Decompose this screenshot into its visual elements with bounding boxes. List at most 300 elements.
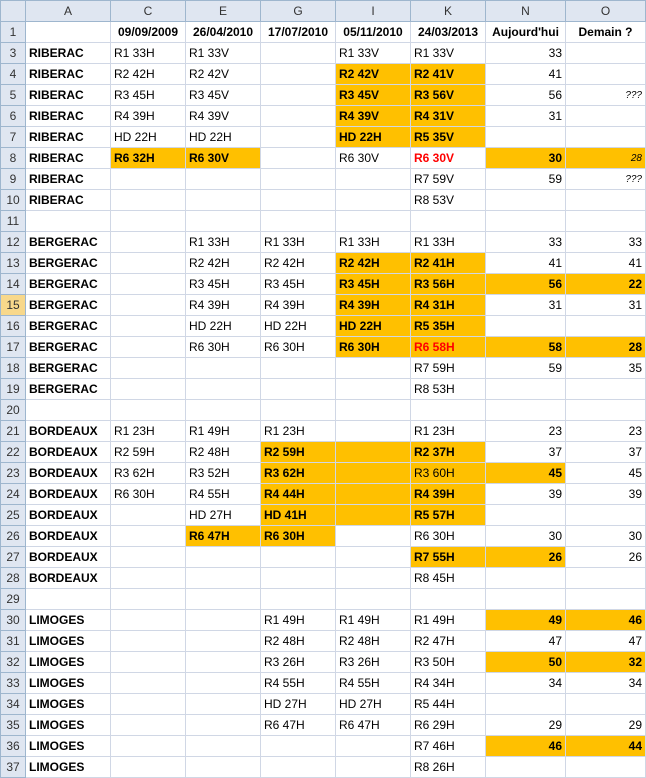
sheet-cell[interactable] bbox=[566, 64, 646, 85]
sheet-cell[interactable]: R3 62H bbox=[261, 463, 336, 484]
sheet-cell[interactable]: R2 42V bbox=[336, 64, 411, 85]
sheet-cell[interactable]: R8 53V bbox=[411, 190, 486, 211]
sheet-cell[interactable] bbox=[486, 316, 566, 337]
sheet-cell[interactable] bbox=[336, 736, 411, 757]
sheet-cell[interactable]: R8 45H bbox=[411, 568, 486, 589]
sheet-cell[interactable]: R4 44H bbox=[261, 484, 336, 505]
sheet-cell[interactable]: 45 bbox=[486, 463, 566, 484]
column-header-I[interactable]: I bbox=[336, 1, 411, 22]
sheet-cell[interactable]: R4 39V bbox=[186, 106, 261, 127]
sheet-cell[interactable]: R2 42H bbox=[261, 253, 336, 274]
date-header-cell[interactable]: Aujourd'hui bbox=[486, 22, 566, 43]
sheet-cell[interactable]: R4 55H bbox=[336, 673, 411, 694]
row-header[interactable]: 22 bbox=[1, 442, 26, 463]
sheet-cell[interactable]: R1 23H bbox=[411, 421, 486, 442]
sheet-cell[interactable]: R4 39H bbox=[411, 484, 486, 505]
sheet-cell[interactable]: R2 42H bbox=[336, 253, 411, 274]
sheet-cell[interactable]: 30 bbox=[486, 148, 566, 169]
sheet-cell[interactable]: R3 62H bbox=[111, 463, 186, 484]
sheet-cell[interactable] bbox=[186, 379, 261, 400]
sheet-cell[interactable]: R5 35H bbox=[411, 316, 486, 337]
sheet-cell[interactable] bbox=[336, 379, 411, 400]
sheet-cell[interactable]: R4 31V bbox=[411, 106, 486, 127]
sheet-cell[interactable] bbox=[336, 442, 411, 463]
sheet-cell[interactable]: R3 45H bbox=[261, 274, 336, 295]
sheet-cell[interactable]: R1 33V bbox=[336, 43, 411, 64]
sheet-cell[interactable]: R6 30V bbox=[336, 148, 411, 169]
sheet-cell[interactable] bbox=[111, 715, 186, 736]
city-cell[interactable]: BORDEAUX bbox=[26, 526, 111, 547]
row-header[interactable]: 6 bbox=[1, 106, 26, 127]
sheet-cell[interactable] bbox=[111, 400, 186, 421]
sheet-cell[interactable]: 37 bbox=[566, 442, 646, 463]
date-header-cell[interactable]: 26/04/2010 bbox=[186, 22, 261, 43]
city-cell[interactable]: RIBERAC bbox=[26, 85, 111, 106]
sheet-cell[interactable]: 30 bbox=[486, 526, 566, 547]
sheet-cell[interactable]: R4 31H bbox=[411, 295, 486, 316]
sheet-cell[interactable]: R3 56V bbox=[411, 85, 486, 106]
sheet-cell[interactable]: 46 bbox=[566, 610, 646, 631]
sheet-cell[interactable] bbox=[566, 316, 646, 337]
sheet-cell[interactable] bbox=[566, 568, 646, 589]
sheet-cell[interactable]: 34 bbox=[486, 673, 566, 694]
sheet-cell[interactable]: ??? bbox=[566, 169, 646, 190]
sheet-cell[interactable]: 59 bbox=[486, 169, 566, 190]
sheet-cell[interactable]: R1 33H bbox=[111, 43, 186, 64]
sheet-cell[interactable]: HD 22H bbox=[261, 316, 336, 337]
sheet-cell[interactable]: R6 30H bbox=[411, 526, 486, 547]
date-header-cell[interactable]: 24/03/2013 bbox=[411, 22, 486, 43]
sheet-cell[interactable] bbox=[261, 106, 336, 127]
date-header-cell[interactable]: Demain ? bbox=[566, 22, 646, 43]
sheet-cell[interactable]: R4 55H bbox=[186, 484, 261, 505]
sheet-cell[interactable]: R3 26H bbox=[261, 652, 336, 673]
sheet-cell[interactable] bbox=[261, 64, 336, 85]
sheet-cell[interactable]: ??? bbox=[566, 85, 646, 106]
sheet-cell[interactable] bbox=[336, 568, 411, 589]
sheet-cell[interactable]: 56 bbox=[486, 274, 566, 295]
sheet-cell[interactable] bbox=[186, 673, 261, 694]
row-header[interactable]: 15 bbox=[1, 295, 26, 316]
sheet-cell[interactable] bbox=[566, 379, 646, 400]
sheet-cell[interactable]: 28 bbox=[566, 148, 646, 169]
sheet-cell[interactable]: 31 bbox=[486, 295, 566, 316]
sheet-cell[interactable] bbox=[411, 589, 486, 610]
sheet-cell[interactable]: HD 22H bbox=[336, 316, 411, 337]
sheet-cell[interactable] bbox=[566, 694, 646, 715]
column-header-O[interactable]: O bbox=[566, 1, 646, 22]
sheet-cell[interactable]: HD 22H bbox=[336, 127, 411, 148]
row-header[interactable]: 26 bbox=[1, 526, 26, 547]
sheet-cell[interactable] bbox=[111, 736, 186, 757]
sheet-cell[interactable] bbox=[261, 127, 336, 148]
sheet-cell[interactable]: 35 bbox=[566, 358, 646, 379]
sheet-cell[interactable]: R2 48H bbox=[336, 631, 411, 652]
sheet-cell[interactable]: R2 59H bbox=[261, 442, 336, 463]
sheet-cell[interactable] bbox=[111, 295, 186, 316]
sheet-cell[interactable]: R2 59H bbox=[111, 442, 186, 463]
city-cell[interactable]: BORDEAUX bbox=[26, 547, 111, 568]
sheet-cell[interactable]: R2 48H bbox=[186, 442, 261, 463]
sheet-cell[interactable] bbox=[186, 190, 261, 211]
sheet-cell[interactable]: R1 33H bbox=[411, 232, 486, 253]
city-cell[interactable]: LIMOGES bbox=[26, 652, 111, 673]
sheet-cell[interactable] bbox=[261, 43, 336, 64]
sheet-cell[interactable]: R1 49H bbox=[261, 610, 336, 631]
sheet-cell[interactable] bbox=[486, 694, 566, 715]
city-cell[interactable]: LIMOGES bbox=[26, 631, 111, 652]
city-cell[interactable]: RIBERAC bbox=[26, 43, 111, 64]
sheet-cell[interactable]: R6 47H bbox=[336, 715, 411, 736]
sheet-cell[interactable] bbox=[486, 400, 566, 421]
sheet-cell[interactable] bbox=[111, 610, 186, 631]
sheet-cell[interactable] bbox=[186, 547, 261, 568]
city-cell[interactable]: RIBERAC bbox=[26, 106, 111, 127]
sheet-cell[interactable]: 39 bbox=[566, 484, 646, 505]
sheet-cell[interactable]: HD 41H bbox=[261, 505, 336, 526]
sheet-cell[interactable] bbox=[411, 211, 486, 232]
row-header[interactable]: 5 bbox=[1, 85, 26, 106]
sheet-cell[interactable]: R3 56H bbox=[411, 274, 486, 295]
row-header[interactable]: 12 bbox=[1, 232, 26, 253]
sheet-cell[interactable]: R2 42H bbox=[111, 64, 186, 85]
sheet-cell[interactable] bbox=[336, 589, 411, 610]
city-cell[interactable]: RIBERAC bbox=[26, 190, 111, 211]
city-cell[interactable]: LIMOGES bbox=[26, 694, 111, 715]
sheet-cell[interactable]: R1 49H bbox=[186, 421, 261, 442]
sheet-cell[interactable] bbox=[186, 694, 261, 715]
sheet-cell[interactable]: R6 30H bbox=[186, 337, 261, 358]
column-header-G[interactable]: G bbox=[261, 1, 336, 22]
row-header[interactable]: 29 bbox=[1, 589, 26, 610]
sheet-cell[interactable] bbox=[566, 43, 646, 64]
row-header[interactable]: 32 bbox=[1, 652, 26, 673]
sheet-cell[interactable]: 34 bbox=[566, 673, 646, 694]
row-header[interactable]: 1 bbox=[1, 22, 26, 43]
row-header[interactable]: 13 bbox=[1, 253, 26, 274]
sheet-cell[interactable] bbox=[486, 127, 566, 148]
sheet-cell[interactable] bbox=[186, 631, 261, 652]
sheet-cell[interactable]: 26 bbox=[486, 547, 566, 568]
sheet-cell[interactable]: 46 bbox=[486, 736, 566, 757]
sheet-cell[interactable]: R6 29H bbox=[411, 715, 486, 736]
sheet-cell[interactable]: R5 57H bbox=[411, 505, 486, 526]
sheet-cell[interactable]: R1 49H bbox=[336, 610, 411, 631]
city-cell[interactable]: BORDEAUX bbox=[26, 463, 111, 484]
city-cell[interactable]: BERGERAC bbox=[26, 232, 111, 253]
column-header-E[interactable]: E bbox=[186, 1, 261, 22]
column-header-A[interactable]: A bbox=[26, 1, 111, 22]
sheet-cell[interactable] bbox=[261, 85, 336, 106]
sheet-cell[interactable]: 28 bbox=[566, 337, 646, 358]
sheet-cell[interactable] bbox=[26, 400, 111, 421]
sheet-cell[interactable]: R2 48H bbox=[261, 631, 336, 652]
city-cell[interactable]: BERGERAC bbox=[26, 316, 111, 337]
sheet-cell[interactable] bbox=[566, 400, 646, 421]
sheet-cell[interactable] bbox=[566, 106, 646, 127]
sheet-cell[interactable] bbox=[186, 610, 261, 631]
row-header[interactable]: 16 bbox=[1, 316, 26, 337]
sheet-cell[interactable]: 23 bbox=[486, 421, 566, 442]
sheet-cell[interactable]: HD 27H bbox=[336, 694, 411, 715]
row-header[interactable]: 35 bbox=[1, 715, 26, 736]
sheet-cell[interactable]: R2 42H bbox=[186, 253, 261, 274]
sheet-cell[interactable]: 22 bbox=[566, 274, 646, 295]
city-cell[interactable]: BORDEAUX bbox=[26, 442, 111, 463]
sheet-cell[interactable]: R6 47H bbox=[261, 715, 336, 736]
sheet-cell[interactable]: HD 27H bbox=[186, 505, 261, 526]
sheet-cell[interactable]: R6 30H bbox=[261, 337, 336, 358]
row-header[interactable]: 3 bbox=[1, 43, 26, 64]
sheet-cell[interactable]: R1 33V bbox=[186, 43, 261, 64]
sheet-cell[interactable]: R2 37H bbox=[411, 442, 486, 463]
date-header-cell[interactable]: 17/07/2010 bbox=[261, 22, 336, 43]
row-header[interactable]: 36 bbox=[1, 736, 26, 757]
row-header[interactable]: 27 bbox=[1, 547, 26, 568]
sheet-cell[interactable] bbox=[261, 400, 336, 421]
sheet-cell[interactable]: R1 49H bbox=[411, 610, 486, 631]
sheet-cell[interactable] bbox=[566, 190, 646, 211]
sheet-cell[interactable]: HD 22H bbox=[111, 127, 186, 148]
sheet-cell[interactable]: 31 bbox=[566, 295, 646, 316]
sheet-cell[interactable]: R3 45H bbox=[111, 85, 186, 106]
sheet-cell[interactable] bbox=[111, 547, 186, 568]
sheet-cell[interactable] bbox=[261, 211, 336, 232]
sheet-cell[interactable] bbox=[26, 22, 111, 43]
sheet-cell[interactable]: R6 30H bbox=[111, 484, 186, 505]
sheet-cell[interactable] bbox=[261, 736, 336, 757]
sheet-cell[interactable] bbox=[336, 484, 411, 505]
sheet-cell[interactable]: 50 bbox=[486, 652, 566, 673]
sheet-cell[interactable]: 33 bbox=[486, 43, 566, 64]
sheet-cell[interactable] bbox=[261, 148, 336, 169]
sheet-cell[interactable]: 58 bbox=[486, 337, 566, 358]
sheet-cell[interactable] bbox=[486, 379, 566, 400]
sheet-cell[interactable]: R5 35V bbox=[411, 127, 486, 148]
sheet-cell[interactable] bbox=[261, 358, 336, 379]
sheet-cell[interactable]: R3 60H bbox=[411, 463, 486, 484]
sheet-cell[interactable]: 26 bbox=[566, 547, 646, 568]
sheet-cell[interactable]: R7 46H bbox=[411, 736, 486, 757]
sheet-cell[interactable]: HD 22H bbox=[186, 316, 261, 337]
row-header[interactable]: 21 bbox=[1, 421, 26, 442]
sheet-cell[interactable]: HD 22H bbox=[186, 127, 261, 148]
sheet-cell[interactable] bbox=[111, 757, 186, 778]
sheet-cell[interactable] bbox=[111, 631, 186, 652]
sheet-cell[interactable] bbox=[186, 736, 261, 757]
city-cell[interactable]: BERGERAC bbox=[26, 274, 111, 295]
sheet-cell[interactable]: 30 bbox=[566, 526, 646, 547]
select-all-corner[interactable] bbox=[1, 1, 26, 22]
sheet-cell[interactable] bbox=[411, 400, 486, 421]
sheet-cell[interactable]: 59 bbox=[486, 358, 566, 379]
sheet-cell[interactable]: R2 47H bbox=[411, 631, 486, 652]
sheet-cell[interactable] bbox=[261, 547, 336, 568]
city-cell[interactable]: BERGERAC bbox=[26, 295, 111, 316]
sheet-cell[interactable] bbox=[186, 211, 261, 232]
sheet-cell[interactable]: R6 30H bbox=[261, 526, 336, 547]
sheet-cell[interactable] bbox=[486, 568, 566, 589]
row-header[interactable]: 8 bbox=[1, 148, 26, 169]
sheet-cell[interactable]: R8 26H bbox=[411, 757, 486, 778]
column-header-K[interactable]: K bbox=[411, 1, 486, 22]
date-header-cell[interactable]: 09/09/2009 bbox=[111, 22, 186, 43]
sheet-cell[interactable] bbox=[111, 589, 186, 610]
sheet-cell[interactable] bbox=[336, 358, 411, 379]
row-header[interactable]: 10 bbox=[1, 190, 26, 211]
row-header[interactable]: 18 bbox=[1, 358, 26, 379]
sheet-cell[interactable]: 39 bbox=[486, 484, 566, 505]
sheet-cell[interactable] bbox=[111, 568, 186, 589]
sheet-cell[interactable] bbox=[111, 274, 186, 295]
row-header[interactable]: 23 bbox=[1, 463, 26, 484]
sheet-cell[interactable]: R1 23H bbox=[111, 421, 186, 442]
sheet-cell[interactable] bbox=[336, 526, 411, 547]
city-cell[interactable]: LIMOGES bbox=[26, 673, 111, 694]
sheet-cell[interactable] bbox=[26, 589, 111, 610]
sheet-cell[interactable]: 45 bbox=[566, 463, 646, 484]
sheet-cell[interactable]: R4 39V bbox=[336, 106, 411, 127]
city-cell[interactable]: BORDEAUX bbox=[26, 505, 111, 526]
sheet-cell[interactable]: R5 44H bbox=[411, 694, 486, 715]
sheet-cell[interactable] bbox=[486, 757, 566, 778]
sheet-cell[interactable] bbox=[336, 169, 411, 190]
sheet-cell[interactable] bbox=[186, 169, 261, 190]
city-cell[interactable]: BORDEAUX bbox=[26, 568, 111, 589]
sheet-cell[interactable]: R4 34H bbox=[411, 673, 486, 694]
city-cell[interactable]: LIMOGES bbox=[26, 715, 111, 736]
row-header[interactable]: 14 bbox=[1, 274, 26, 295]
sheet-cell[interactable] bbox=[261, 379, 336, 400]
sheet-cell[interactable] bbox=[486, 589, 566, 610]
sheet-cell[interactable] bbox=[111, 358, 186, 379]
sheet-cell[interactable]: 29 bbox=[566, 715, 646, 736]
sheet-cell[interactable] bbox=[336, 211, 411, 232]
sheet-cell[interactable]: R1 33H bbox=[186, 232, 261, 253]
sheet-cell[interactable]: R3 45H bbox=[186, 274, 261, 295]
sheet-cell[interactable]: R1 33V bbox=[411, 43, 486, 64]
sheet-cell[interactable] bbox=[186, 400, 261, 421]
sheet-cell[interactable]: R7 59H bbox=[411, 358, 486, 379]
city-cell[interactable]: BORDEAUX bbox=[26, 484, 111, 505]
sheet-cell[interactable]: R6 47H bbox=[186, 526, 261, 547]
sheet-cell[interactable] bbox=[261, 190, 336, 211]
sheet-cell[interactable] bbox=[336, 400, 411, 421]
sheet-cell[interactable] bbox=[261, 757, 336, 778]
sheet-cell[interactable] bbox=[186, 757, 261, 778]
sheet-cell[interactable]: 37 bbox=[486, 442, 566, 463]
sheet-cell[interactable]: R2 41H bbox=[411, 253, 486, 274]
sheet-cell[interactable] bbox=[111, 673, 186, 694]
sheet-cell[interactable] bbox=[111, 211, 186, 232]
sheet-cell[interactable]: R2 42V bbox=[186, 64, 261, 85]
sheet-cell[interactable] bbox=[186, 652, 261, 673]
sheet-cell[interactable]: R3 45V bbox=[186, 85, 261, 106]
sheet-cell[interactable]: R3 26H bbox=[336, 652, 411, 673]
row-header[interactable]: 34 bbox=[1, 694, 26, 715]
sheet-cell[interactable]: R4 55H bbox=[261, 673, 336, 694]
city-cell[interactable]: BERGERAC bbox=[26, 358, 111, 379]
row-header[interactable]: 30 bbox=[1, 610, 26, 631]
sheet-cell[interactable] bbox=[111, 694, 186, 715]
sheet-cell[interactable]: 41 bbox=[486, 64, 566, 85]
sheet-cell[interactable] bbox=[336, 505, 411, 526]
city-cell[interactable]: RIBERAC bbox=[26, 64, 111, 85]
sheet-cell[interactable]: 33 bbox=[486, 232, 566, 253]
sheet-cell[interactable]: R4 39H bbox=[261, 295, 336, 316]
row-header[interactable]: 33 bbox=[1, 673, 26, 694]
row-header[interactable]: 4 bbox=[1, 64, 26, 85]
city-cell[interactable]: RIBERAC bbox=[26, 169, 111, 190]
sheet-cell[interactable] bbox=[111, 337, 186, 358]
row-header[interactable]: 24 bbox=[1, 484, 26, 505]
sheet-cell[interactable]: 41 bbox=[486, 253, 566, 274]
sheet-cell[interactable] bbox=[566, 211, 646, 232]
sheet-cell[interactable]: 44 bbox=[566, 736, 646, 757]
city-cell[interactable]: BERGERAC bbox=[26, 337, 111, 358]
sheet-cell[interactable] bbox=[261, 568, 336, 589]
sheet-cell[interactable]: R3 52H bbox=[186, 463, 261, 484]
sheet-cell[interactable] bbox=[336, 757, 411, 778]
sheet-cell[interactable]: R4 39H bbox=[336, 295, 411, 316]
row-header[interactable]: 11 bbox=[1, 211, 26, 232]
city-cell[interactable]: BERGERAC bbox=[26, 253, 111, 274]
sheet-cell[interactable] bbox=[336, 421, 411, 442]
sheet-cell[interactable]: R4 39H bbox=[111, 106, 186, 127]
city-cell[interactable]: RIBERAC bbox=[26, 148, 111, 169]
row-header[interactable]: 20 bbox=[1, 400, 26, 421]
sheet-cell[interactable]: 29 bbox=[486, 715, 566, 736]
sheet-cell[interactable] bbox=[486, 211, 566, 232]
sheet-cell[interactable] bbox=[111, 505, 186, 526]
sheet-cell[interactable]: R1 23H bbox=[261, 421, 336, 442]
row-header[interactable]: 25 bbox=[1, 505, 26, 526]
row-header[interactable]: 7 bbox=[1, 127, 26, 148]
sheet-cell[interactable]: R6 30H bbox=[336, 337, 411, 358]
row-header[interactable]: 17 bbox=[1, 337, 26, 358]
sheet-cell[interactable] bbox=[186, 568, 261, 589]
sheet-cell[interactable] bbox=[111, 526, 186, 547]
sheet-cell[interactable] bbox=[26, 211, 111, 232]
sheet-cell[interactable]: HD 27H bbox=[261, 694, 336, 715]
sheet-cell[interactable]: R4 39H bbox=[186, 295, 261, 316]
sheet-cell[interactable] bbox=[566, 589, 646, 610]
sheet-cell[interactable] bbox=[486, 190, 566, 211]
row-header[interactable]: 9 bbox=[1, 169, 26, 190]
sheet-cell[interactable]: R3 45V bbox=[336, 85, 411, 106]
sheet-cell[interactable] bbox=[111, 316, 186, 337]
city-cell[interactable]: LIMOGES bbox=[26, 736, 111, 757]
row-header[interactable]: 37 bbox=[1, 757, 26, 778]
row-header[interactable]: 19 bbox=[1, 379, 26, 400]
sheet-cell[interactable] bbox=[566, 757, 646, 778]
city-cell[interactable]: LIMOGES bbox=[26, 610, 111, 631]
sheet-cell[interactable]: 49 bbox=[486, 610, 566, 631]
sheet-cell[interactable]: 47 bbox=[486, 631, 566, 652]
sheet-cell[interactable] bbox=[566, 127, 646, 148]
column-header-N[interactable]: N bbox=[486, 1, 566, 22]
sheet-cell[interactable] bbox=[336, 547, 411, 568]
sheet-cell[interactable]: R7 59V bbox=[411, 169, 486, 190]
sheet-cell[interactable]: R8 53H bbox=[411, 379, 486, 400]
sheet-cell[interactable] bbox=[111, 232, 186, 253]
sheet-cell[interactable] bbox=[186, 715, 261, 736]
sheet-cell[interactable]: R6 30V bbox=[411, 148, 486, 169]
sheet-cell[interactable]: R1 33H bbox=[261, 232, 336, 253]
sheet-cell[interactable]: R6 30V bbox=[186, 148, 261, 169]
sheet-cell[interactable] bbox=[261, 169, 336, 190]
sheet-cell[interactable]: R3 50H bbox=[411, 652, 486, 673]
